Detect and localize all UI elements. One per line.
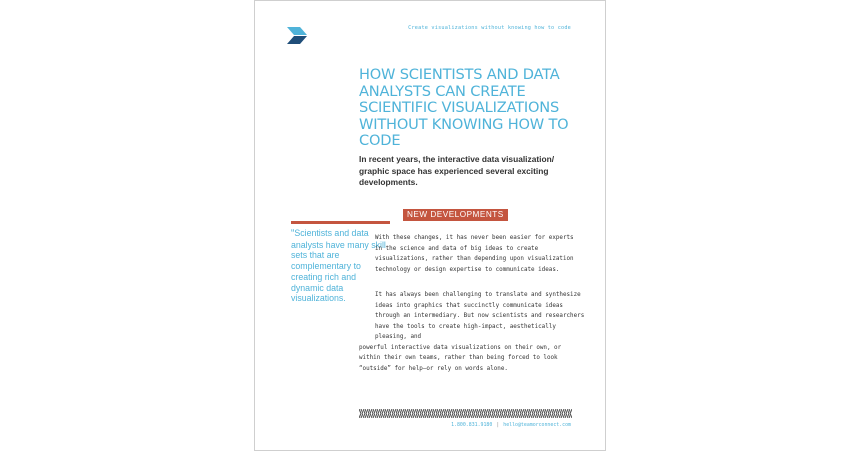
footer-contact bbox=[451, 422, 571, 428]
footer-email[interactable]: hello@teamorconnect.com bbox=[503, 422, 571, 428]
body-paragraph-2 bbox=[359, 290, 585, 374]
body-paragraph-2-indented: It has always been challenging to translate and synthesize ideas into graphics that succinctly communicate ideas through an intermediary. But now scientists and researchers have the tools to create high-impact, aesthetically pleasing, and bbox=[375, 292, 585, 340]
body-paragraph-1: With these changes, it has never been easier for experts in the science and data of big ideas to create visualizations, rather than depending upon visualization technology or design expertise to communicate ideas. bbox=[375, 235, 574, 273]
pull-quote-bar bbox=[291, 221, 390, 224]
header-tagline: Create visualizations without knowing how to code bbox=[408, 25, 571, 31]
pull-quote-text: Scientists and data analysts have many skill sets that are complementary to creating rich and dynamic data visualizations. bbox=[291, 228, 386, 304]
footer-separator: | bbox=[496, 422, 500, 428]
document-page bbox=[254, 0, 606, 451]
logo-icon bbox=[287, 27, 307, 47]
body-paragraph-2-full: powerful interactive data visualizations on their own, or within their own teams, rather than being forced to look “outside” for help—or rely on words alone. bbox=[359, 344, 562, 372]
zigzag-divider bbox=[359, 409, 572, 418]
section-heading: NEW DEVELOPMENTS bbox=[403, 209, 508, 221]
document-title: HOW SCIENTISTS AND DATA ANALYSTS CAN CREATE SCIENTIFIC VISUALIZATIONS WITHOUT KNOWING HOW TO CODE bbox=[359, 66, 569, 150]
quote-mark-icon: “ bbox=[291, 228, 295, 239]
intro-paragraph: In recent years, the interactive data visualization/ graphic space has experienced several exciting developments. bbox=[359, 154, 555, 188]
footer-phone[interactable]: 1.800.831.9180 bbox=[451, 422, 493, 428]
